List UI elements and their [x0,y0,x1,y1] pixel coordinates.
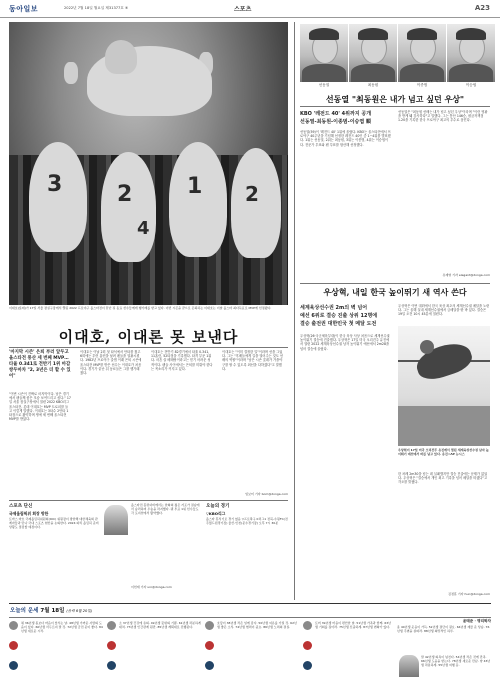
portrait-photo [349,24,397,82]
fortune-column [9,621,105,683]
fortune-column [205,621,301,683]
story-column: 이대호는 이날 2회 첫 타석에서 안타를 쳤고 6회에는 투런 홈런을 날려 팬들을 열광시켰다. 1982년 프로야구 출범 이래 은퇴 시즌에 올스타전 MVP를 받은 선수는 이대호가 처음이다. 경기가 끝난 뒤 동료들은 그를 헹가래쳤다. [80,350,142,376]
pull-quote: '마지막 시즌' 은퇴 부러 앞두고 올스타전 통산 세 번째 MVP… 타율 0.341로 전반기 1위 마감 쌍두마차 "2, 3년은 더 할 수 있어" [9,350,71,379]
raised-hand [64,62,78,84]
photo-caption: 우상혁이 17일 미국 오리건주 유진에서 열린 세계육상선수권 남자 높이뛰기 예선에서 바를 넘고 있다. 유진=AP 뉴시스 [398,448,489,456]
fortune-text: 쥐 36년생 몸보다 마음이 앞서는 날. 48년생 가까운 사람의 도움이 있다. 60년생 서두르지 말 것. 72년생 금전 운이 좋다. 84년생 새로운 시작. [21,621,103,633]
box-text: 올스타전 홈런더비에서는 한화의 젊은 거포가 결승에서 승리하며 우승을 차지했다. 팬 투표 1위 선수들도 각 포지션에서 활약했다. [131,503,200,515]
jersey-number: 2 [245,182,259,206]
jersey-number: 4 [137,218,150,239]
section-title: 스포츠 [234,6,252,13]
portrait-photo [300,24,348,82]
fortune-text: 용 40년생 웃음이 가득. 52년생 결단이 필요. 64년생 재물 운 상승. 76년생 주변을 살펴라. 88년생 희망적인 하루. [397,625,490,633]
jersey-number: 3 [47,172,63,197]
page-number: A23 [474,4,490,12]
box-text: 토마스 바흐 국제올림픽위원회(IOC) 위원장이 방한해 대한체육회 관계자들과 만나 국내 스포츠 현안을 논의한다. 2024 파리 올림픽 준비 상황도 점검할 예정이다. [9,517,99,529]
zodiac-icon [107,661,116,670]
zodiac-icon [303,621,312,630]
portrait-name: 선동열 [318,83,330,87]
article-subhead: 세계육상선수권 2m의 벽 넘어 예선 6위로 결승 진출 상위 12명에 결승 출전권 대한민국 첫 메달 도전 [300,305,378,327]
zodiac-icon [107,621,116,630]
photo-caption: 이대호(롯데)가 17일 서울 잠실구장에서 열린 2022 프로야구 올스타전이 끝난 뒤 동료 선수들에게 헹가래를 받고 있다. 이번 시즌을 끝으로 은퇴하는 이대호는 이날 올스타 최다득표로 MVP에 선정됐다. [9,306,272,310]
zodiac-icon [9,621,18,630]
story-column: 우상혁은 이번 대회에서 한국 육상 최초의 세계선수권 메달을 노린다. 그는 올해 실내 세계선수권에서 금메달을 딴 바 있다. 결승은 19일 오전 10시 45분에 열린다. [398,304,490,317]
teammate [169,142,227,257]
article-headline: 우상혁, 내일 한국 높이뛰기 새 역사 쓴다 [323,287,467,297]
columnist-name: 윤태준 · 명리학자 [462,619,491,623]
portrait-photo [447,24,495,82]
box-byline: 이헌재 기자 uni@donga.com [131,585,172,589]
story-column: 한 차례 2m30을 넘는 데 실패했지만 결승 진출에는 문제가 없었다. 우상혁은 "결승에서 개인 최고 기록을 넘어 메달을 따겠다"고 각오를 밝혔다. [398,472,488,485]
article-headline: 선동열 "최동원은 내가 넘고 싶던 우상" [325,94,465,104]
fortune-text: 호랑이 38년생 작은 일에 감사. 50년생 여유를 가질 것. 62년생 좋은 소식. 74년생 협력이 중요. 86년생 노력의 결실. [217,621,297,629]
fortune-text: 소 37년생 건강에 유의. 49년생 뜻밖의 기쁨. 61년생 차분하게 대처. 73년생 인간관계 원만. 85년생 계획대로 진행된다. [119,621,201,629]
box-headline: ▽KBO리그 [206,511,226,516]
portrait-name: 최동원 [367,83,379,87]
zodiac-icon [205,661,214,670]
issue-date: 2022년 7월 18일 월요일 제31377호 ⑥ [64,6,129,10]
columnist-photo [399,655,419,677]
story-column: 이대호는 전반기 82경기에서 타율 0.341, 11홈런, 52타점을 기록했다. 타격 부문 1위다. 마흔 살 베테랑이라고는 믿기 어려운 성적이다. 팬들 사이에서는 은퇴를 미뤄야 한다는 목소리가 커지고 있다. [151,350,213,371]
newspaper-logo: 동아일보 [9,5,39,13]
portrait-photo [398,24,446,82]
zodiac-icon [107,641,116,650]
portrait-name: 이승엽 [465,83,477,87]
fortune-text: 토끼 39년생 마음이 편안한 날. 51년생 가족과 함께. 63년생 기회를 잡아라. 75년생 신중하게. 87년생 변화가 있다. [315,621,392,629]
teammate [29,142,87,252]
jersey-number: 1 [187,174,203,199]
zodiac-icon [303,661,312,670]
byline: 김정훈 기자 hun@donga.com [448,592,490,596]
strip-title: 오늘의 운세 7월 18일 (음력 6월 20일) [10,608,93,614]
story-column: "이번 시즌이 진짜로 마지막이다. 남은 경기에서 팬들께 좋은 모습 보여드리고 싶다." 17일 서울 잠실구장에서 열린 2022 KBO리그 올스타전. 롯데 이대호는 MVP 트로피를 들고 이렇게 말했다. 이대호는 3타수 2안타 1타점으로 활약하며 생애 세 번째 올스타전 MVP를 받았다. [9,392,71,422]
byline: 유재영 기자 elegant@donga.com [442,273,490,277]
box-title: 스포츠 단신 [9,504,33,509]
jersey-number: 2 [117,182,133,207]
main-headline: 이대호, 이대론 못 보낸다 [58,328,239,346]
box-text: 올스타 휴식기로 경기 없음 ▽프로축구 K리그1 전북-수원FC(전주월드컵경기장) 울산-인천(문수경기장) 오후 7시 30분 [206,517,288,525]
fortune-column [303,621,393,683]
story-column: 선동열(59)이 '레전드 40' 1위에 올랐다. KBO는 올스타전에서 프로야구 40주년을 기념해 선정한 레전드 40인 중 1~4위를 발표했다. 1위는 선동열, 2위는 최동원, 3위는 이종범, 4위는 이승엽이다. 전문가 투표와 팬 투표를 합산해 선정했다. [300,130,391,147]
story-column: 선동열은 "최동원 선배는 내가 넘고 싶던 우상"이라며 "이런 영광을 받게 돼 감사하다"고 말했다. 그는 통산 146승, 평균자책점 1.20을 기록한 한국 프로야구 최고의 투수로 꼽힌다. [398,110,488,123]
athlete-photo [398,326,490,446]
box-headline: 국제올림픽위 회장 방한 [9,511,49,516]
teammate [101,152,156,262]
portrait-name: 이종범 [416,83,428,87]
fortune-column [107,621,203,683]
box-title: 오늘의 경기 [206,504,230,509]
byline: 임보미 기자 bom@donga.com [245,492,288,496]
story-column: 이대호는 "이미 결정한 일"이라며 선을 그었다. 그는 "후배들에게 길을 열어주는 것도 선배의 역할"이라며 "남은 시즌 롯데가 가을야구를 할 수 있도록 최선을 다하겠다"고 말했다. [222,350,283,371]
player-head [105,40,137,74]
main-photo [9,22,288,305]
fortune-text: 말 42년생 의욕이 넘친다. 54년생 작은 것에 만족. 66년생 도움을 받는다. 78년생 새로운 만남. 양 43년생 차분하게. 55년생 여행 운. [421,655,491,667]
zodiac-icon [9,661,18,670]
article-subhead: KBO '레전드 40' 4위까지 공개 선동열-최동원-이종범-이승엽 順 [300,111,372,125]
zodiac-icon [205,621,214,630]
zodiac-icon [303,641,312,650]
columnist-photo [104,505,128,535]
zodiac-icon [205,641,214,650]
zodiac-icon [9,641,18,650]
story-column: 우상혁(26·국군체육부대)이 한국 육상 사상 처음으로 세계선수권 높이뛰기 결승에 진출했다. 우상혁은 17일 미국 오리건주 유진에서 열린 2022 세계육상선수권 남자 높이뛰기 예선에서 2m28을 넘어 결승에 올랐다. [300,334,390,351]
